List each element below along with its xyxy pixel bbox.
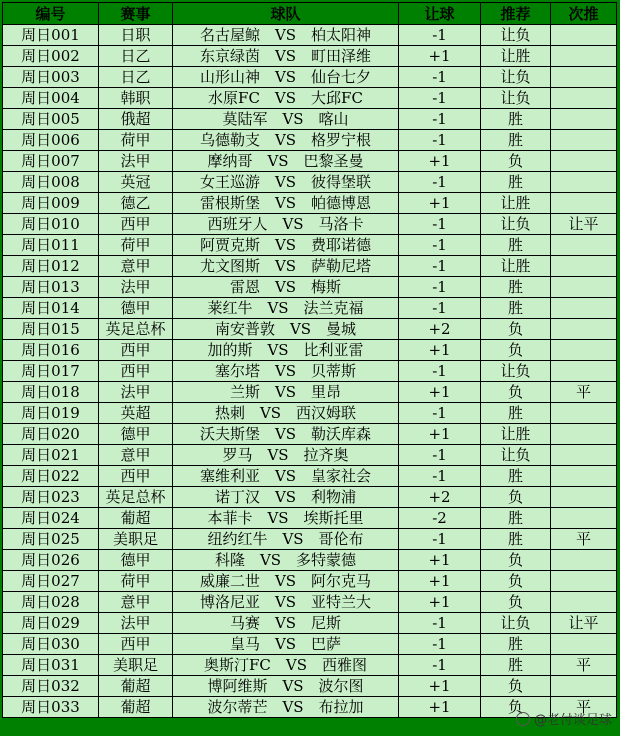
table-row xyxy=(3,487,617,508)
alt-pick-cell xyxy=(551,88,617,109)
alt-pick-cell xyxy=(551,151,617,172)
table-row xyxy=(3,88,617,109)
table-body xyxy=(3,25,617,718)
table-row xyxy=(3,361,617,382)
handicap-cell: -1 xyxy=(399,109,481,130)
table-row xyxy=(3,529,617,550)
match-id-cell: 周日025 xyxy=(3,529,99,550)
alt-pick-cell: 平 xyxy=(551,697,617,718)
pick-cell: 让负 xyxy=(481,445,551,466)
teams-cell: 诺丁汉 VS 利物浦 xyxy=(173,487,399,508)
teams-cell: 西班牙人 VS 马洛卡 xyxy=(173,214,399,235)
table-row xyxy=(3,235,617,256)
handicap-cell: +1 xyxy=(399,382,481,403)
teams-cell: 山形山神 VS 仙台七夕 xyxy=(173,67,399,88)
teams-cell: 南安普敦 VS 曼城 xyxy=(173,319,399,340)
match-id-cell: 周日019 xyxy=(3,403,99,424)
match-id-cell: 周日007 xyxy=(3,151,99,172)
handicap-cell: -1 xyxy=(399,88,481,109)
teams-cell: 东京绿茵 VS 町田泽维 xyxy=(173,46,399,67)
alt-pick-cell: 让平 xyxy=(551,214,617,235)
table-row xyxy=(3,613,617,634)
pick-cell: 让胜 xyxy=(481,193,551,214)
table-row xyxy=(3,571,617,592)
match-id-cell: 周日017 xyxy=(3,361,99,382)
pick-cell: 胜 xyxy=(481,298,551,319)
header-id: 编号 xyxy=(3,3,99,25)
teams-cell: 名古屋鲸 VS 柏太阳神 xyxy=(173,25,399,46)
table-row xyxy=(3,319,617,340)
match-id-cell: 周日030 xyxy=(3,634,99,655)
alt-pick-cell xyxy=(551,571,617,592)
alt-pick-cell xyxy=(551,130,617,151)
handicap-cell: +1 xyxy=(399,592,481,613)
teams-cell: 波尔蒂芒 VS 布拉加 xyxy=(173,697,399,718)
table-row xyxy=(3,382,617,403)
teams-cell: 雷根斯堡 VS 帕德博恩 xyxy=(173,193,399,214)
match-id-cell: 周日029 xyxy=(3,613,99,634)
handicap-cell: -1 xyxy=(399,613,481,634)
league-cell: 德甲 xyxy=(99,298,173,319)
handicap-cell: +1 xyxy=(399,697,481,718)
league-cell: 荷甲 xyxy=(99,571,173,592)
league-cell: 法甲 xyxy=(99,382,173,403)
header-pick: 推荐 xyxy=(481,3,551,25)
teams-cell: 水原FC VS 大邱FC xyxy=(173,88,399,109)
match-id-cell: 周日032 xyxy=(3,676,99,697)
alt-pick-cell xyxy=(551,634,617,655)
table-row xyxy=(3,298,617,319)
teams-cell: 沃夫斯堡 VS 勒沃库森 xyxy=(173,424,399,445)
handicap-cell: +2 xyxy=(399,487,481,508)
alt-pick-cell xyxy=(551,235,617,256)
table-row xyxy=(3,25,617,46)
handicap-cell: -1 xyxy=(399,256,481,277)
match-id-cell: 周日008 xyxy=(3,172,99,193)
match-id-cell: 周日033 xyxy=(3,697,99,718)
alt-pick-cell xyxy=(551,25,617,46)
handicap-cell: -1 xyxy=(399,25,481,46)
handicap-cell: -1 xyxy=(399,529,481,550)
alt-pick-cell xyxy=(551,172,617,193)
table-row xyxy=(3,655,617,676)
match-id-cell: 周日005 xyxy=(3,109,99,130)
header-alt-pick: 次推 xyxy=(551,3,617,25)
table-row xyxy=(3,592,617,613)
table-row xyxy=(3,172,617,193)
table-row xyxy=(3,634,617,655)
teams-cell: 阿贾克斯 VS 费耶诺德 xyxy=(173,235,399,256)
teams-cell: 奥斯汀FC VS 西雅图 xyxy=(173,655,399,676)
table-row xyxy=(3,130,617,151)
league-cell: 西甲 xyxy=(99,634,173,655)
handicap-cell: -1 xyxy=(399,235,481,256)
teams-cell: 热刺 VS 西汉姆联 xyxy=(173,403,399,424)
pick-cell: 胜 xyxy=(481,466,551,487)
teams-cell: 尤文图斯 VS 萨勒尼塔 xyxy=(173,256,399,277)
alt-pick-cell: 平 xyxy=(551,382,617,403)
league-cell: 日乙 xyxy=(99,67,173,88)
teams-cell: 乌德勒支 VS 格罗宁根 xyxy=(173,130,399,151)
table-row xyxy=(3,151,617,172)
league-cell: 德甲 xyxy=(99,424,173,445)
league-cell: 日乙 xyxy=(99,46,173,67)
pick-cell: 负 xyxy=(481,340,551,361)
teams-cell: 摩纳哥 VS 巴黎圣曼 xyxy=(173,151,399,172)
alt-pick-cell xyxy=(551,256,617,277)
league-cell: 韩职 xyxy=(99,88,173,109)
teams-cell: 莫陆军 VS 喀山 xyxy=(173,109,399,130)
handicap-cell: -1 xyxy=(399,130,481,151)
pick-cell: 负 xyxy=(481,571,551,592)
league-cell: 荷甲 xyxy=(99,130,173,151)
teams-cell: 加的斯 VS 比利亚雷 xyxy=(173,340,399,361)
pick-cell: 让负 xyxy=(481,361,551,382)
match-id-cell: 周日024 xyxy=(3,508,99,529)
match-id-cell: 周日028 xyxy=(3,592,99,613)
league-cell: 葡超 xyxy=(99,697,173,718)
match-id-cell: 周日006 xyxy=(3,130,99,151)
league-cell: 美职足 xyxy=(99,655,173,676)
league-cell: 俄超 xyxy=(99,109,173,130)
pick-cell: 负 xyxy=(481,319,551,340)
teams-cell: 博洛尼亚 VS 亚特兰大 xyxy=(173,592,399,613)
table-row xyxy=(3,508,617,529)
pick-cell: 负 xyxy=(481,697,551,718)
match-id-cell: 周日009 xyxy=(3,193,99,214)
teams-cell: 女王巡游 VS 彼得堡联 xyxy=(173,172,399,193)
teams-cell: 博阿维斯 VS 波尔图 xyxy=(173,676,399,697)
pick-cell: 让胜 xyxy=(481,424,551,445)
teams-cell: 莱红牛 VS 法兰克福 xyxy=(173,298,399,319)
match-id-cell: 周日011 xyxy=(3,235,99,256)
league-cell: 法甲 xyxy=(99,151,173,172)
handicap-cell: +1 xyxy=(399,46,481,67)
alt-pick-cell xyxy=(551,46,617,67)
watermark-text: @老付谈足球 xyxy=(533,713,612,728)
pick-cell: 负 xyxy=(481,487,551,508)
watermark-logo-icon xyxy=(516,712,530,726)
header-match: 球队 xyxy=(173,3,399,25)
alt-pick-cell xyxy=(551,319,617,340)
pick-cell: 胜 xyxy=(481,403,551,424)
pick-cell: 让胜 xyxy=(481,256,551,277)
alt-pick-cell xyxy=(551,193,617,214)
alt-pick-cell: 平 xyxy=(551,529,617,550)
alt-pick-cell xyxy=(551,277,617,298)
alt-pick-cell xyxy=(551,298,617,319)
handicap-cell: -1 xyxy=(399,634,481,655)
match-id-cell: 周日013 xyxy=(3,277,99,298)
handicap-cell: -1 xyxy=(399,298,481,319)
league-cell: 意甲 xyxy=(99,256,173,277)
table-row xyxy=(3,340,617,361)
alt-pick-cell xyxy=(551,592,617,613)
handicap-cell: -2 xyxy=(399,508,481,529)
match-id-cell: 周日015 xyxy=(3,319,99,340)
table-row xyxy=(3,193,617,214)
match-id-cell: 周日023 xyxy=(3,487,99,508)
handicap-cell: -1 xyxy=(399,403,481,424)
handicap-cell: -1 xyxy=(399,655,481,676)
teams-cell: 马赛 VS 尼斯 xyxy=(173,613,399,634)
league-cell: 英足总杯 xyxy=(99,319,173,340)
header-league: 赛事 xyxy=(99,3,173,25)
league-cell: 西甲 xyxy=(99,466,173,487)
handicap-cell: -1 xyxy=(399,466,481,487)
alt-pick-cell xyxy=(551,550,617,571)
teams-cell: 塞维利亚 VS 皇家社会 xyxy=(173,466,399,487)
teams-cell: 皇马 VS 巴萨 xyxy=(173,634,399,655)
pick-cell: 胜 xyxy=(481,634,551,655)
league-cell: 意甲 xyxy=(99,592,173,613)
league-cell: 西甲 xyxy=(99,340,173,361)
league-cell: 意甲 xyxy=(99,445,173,466)
alt-pick-cell xyxy=(551,109,617,130)
table-row xyxy=(3,676,617,697)
pick-cell: 胜 xyxy=(481,235,551,256)
alt-pick-cell xyxy=(551,508,617,529)
pick-cell: 胜 xyxy=(481,130,551,151)
table-row xyxy=(3,109,617,130)
pick-cell: 负 xyxy=(481,550,551,571)
match-id-cell: 周日031 xyxy=(3,655,99,676)
handicap-cell: -1 xyxy=(399,214,481,235)
teams-cell: 塞尔塔 VS 贝蒂斯 xyxy=(173,361,399,382)
handicap-cell: +1 xyxy=(399,151,481,172)
match-id-cell: 周日027 xyxy=(3,571,99,592)
teams-cell: 威廉二世 VS 阿尔克马 xyxy=(173,571,399,592)
teams-cell: 兰斯 VS 里昂 xyxy=(173,382,399,403)
alt-pick-cell xyxy=(551,445,617,466)
alt-pick-cell: 平 xyxy=(551,655,617,676)
pick-cell: 负 xyxy=(481,382,551,403)
teams-cell: 雷恩 VS 梅斯 xyxy=(173,277,399,298)
league-cell: 西甲 xyxy=(99,361,173,382)
pick-cell: 负 xyxy=(481,676,551,697)
handicap-cell: +1 xyxy=(399,424,481,445)
match-id-cell: 周日001 xyxy=(3,25,99,46)
league-cell: 英足总杯 xyxy=(99,487,173,508)
handicap-cell: -1 xyxy=(399,277,481,298)
match-id-cell: 周日002 xyxy=(3,46,99,67)
table-row xyxy=(3,214,617,235)
league-cell: 日职 xyxy=(99,25,173,46)
alt-pick-cell xyxy=(551,466,617,487)
league-cell: 西甲 xyxy=(99,214,173,235)
teams-cell: 纽约红牛 VS 哥伦布 xyxy=(173,529,399,550)
handicap-cell: +1 xyxy=(399,193,481,214)
league-cell: 德甲 xyxy=(99,550,173,571)
alt-pick-cell xyxy=(551,676,617,697)
league-cell: 荷甲 xyxy=(99,235,173,256)
league-cell: 英冠 xyxy=(99,172,173,193)
handicap-cell: +1 xyxy=(399,550,481,571)
header-handicap: 让球 xyxy=(399,3,481,25)
header-row xyxy=(3,3,617,25)
pick-cell: 胜 xyxy=(481,655,551,676)
match-id-cell: 周日026 xyxy=(3,550,99,571)
table-row xyxy=(3,277,617,298)
handicap-cell: +1 xyxy=(399,676,481,697)
handicap-cell: +1 xyxy=(399,571,481,592)
pick-cell: 负 xyxy=(481,151,551,172)
watermark xyxy=(516,709,612,728)
match-id-cell: 周日014 xyxy=(3,298,99,319)
alt-pick-cell: 让平 xyxy=(551,613,617,634)
table-row xyxy=(3,256,617,277)
pick-cell: 负 xyxy=(481,592,551,613)
pick-cell: 让负 xyxy=(481,67,551,88)
league-cell: 英超 xyxy=(99,403,173,424)
handicap-cell: -1 xyxy=(399,172,481,193)
match-id-cell: 周日010 xyxy=(3,214,99,235)
pick-cell: 胜 xyxy=(481,277,551,298)
alt-pick-cell xyxy=(551,424,617,445)
alt-pick-cell xyxy=(551,487,617,508)
match-id-cell: 周日004 xyxy=(3,88,99,109)
handicap-cell: -1 xyxy=(399,361,481,382)
match-id-cell: 周日012 xyxy=(3,256,99,277)
pick-cell: 胜 xyxy=(481,109,551,130)
alt-pick-cell xyxy=(551,403,617,424)
teams-cell: 科隆 VS 多特蒙德 xyxy=(173,550,399,571)
match-id-cell: 周日022 xyxy=(3,466,99,487)
table-row xyxy=(3,466,617,487)
pick-cell: 让胜 xyxy=(481,46,551,67)
pick-cell: 胜 xyxy=(481,508,551,529)
alt-pick-cell xyxy=(551,67,617,88)
table-row xyxy=(3,550,617,571)
pick-cell: 让负 xyxy=(481,88,551,109)
handicap-cell: -1 xyxy=(399,67,481,88)
recommendation-table xyxy=(2,2,617,718)
handicap-cell: +1 xyxy=(399,340,481,361)
teams-cell: 罗马 VS 拉齐奥 xyxy=(173,445,399,466)
match-id-cell: 周日016 xyxy=(3,340,99,361)
handicap-cell: -1 xyxy=(399,445,481,466)
match-id-cell: 周日020 xyxy=(3,424,99,445)
pick-cell: 让负 xyxy=(481,214,551,235)
match-id-cell: 周日018 xyxy=(3,382,99,403)
league-cell: 法甲 xyxy=(99,277,173,298)
league-cell: 法甲 xyxy=(99,613,173,634)
table-row xyxy=(3,403,617,424)
match-id-cell: 周日003 xyxy=(3,67,99,88)
pick-cell: 胜 xyxy=(481,529,551,550)
league-cell: 葡超 xyxy=(99,676,173,697)
table-row xyxy=(3,424,617,445)
league-cell: 美职足 xyxy=(99,529,173,550)
alt-pick-cell xyxy=(551,361,617,382)
pick-cell: 让负 xyxy=(481,25,551,46)
alt-pick-cell xyxy=(551,340,617,361)
table-row xyxy=(3,445,617,466)
league-cell: 德乙 xyxy=(99,193,173,214)
teams-cell: 本菲卡 VS 埃斯托里 xyxy=(173,508,399,529)
league-cell: 葡超 xyxy=(99,508,173,529)
match-id-cell: 周日021 xyxy=(3,445,99,466)
handicap-cell: +2 xyxy=(399,319,481,340)
table-row xyxy=(3,46,617,67)
pick-cell: 让负 xyxy=(481,613,551,634)
pick-cell: 胜 xyxy=(481,172,551,193)
table-row xyxy=(3,67,617,88)
